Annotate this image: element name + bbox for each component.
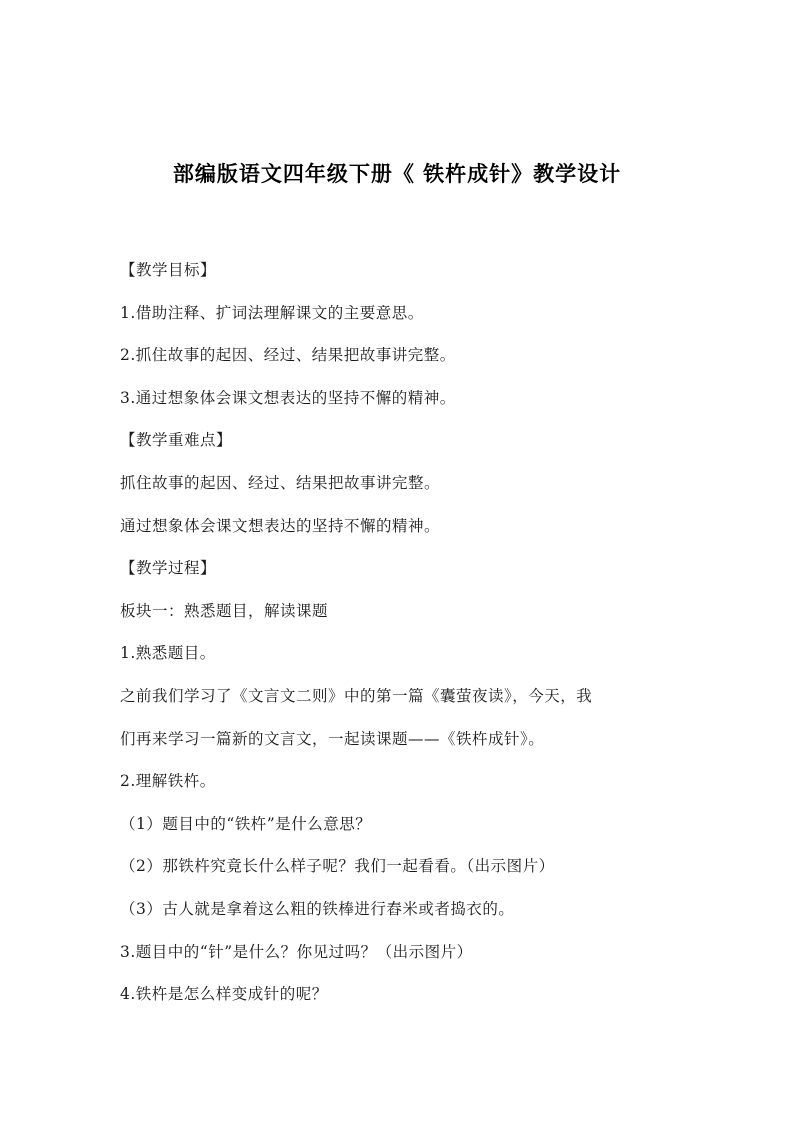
- block-one-heading: 板块一：熟悉题目，解读课题: [120, 601, 329, 620]
- section-heading-teaching-goals: 【教学目标】: [120, 261, 217, 279]
- key-point-1: 抓住故事的起因、经过、结果把故事讲完整。: [120, 473, 441, 492]
- goal-item-3: 3.通过想象体会课文想表达的坚持不懈的精神。: [120, 388, 456, 407]
- document-body: [120, 256, 690, 1023]
- step-3-heading: 3.题目中的“针”是什么？你见过吗？（出示图片）: [120, 942, 473, 961]
- section-heading-teaching-process: 【教学过程】: [120, 559, 217, 578]
- key-point-2: 通过想象体会课文想表达的坚持不懈的精神。: [120, 516, 441, 535]
- paragraph-line: 们再来学习一篇新的文言文，一起读课题——《铁杵成针》。: [120, 729, 545, 748]
- document-title: 部编版语文四年级下册《 铁杵成针》教学设计: [172, 162, 622, 186]
- goal-item-1: 1.借助注释、扩词法理解课文的主要意思。: [120, 303, 424, 322]
- step-2-heading: 2.理解铁杵。: [120, 772, 216, 791]
- sub-item-3: （3）古人就是拿着这么粗的铁棒进行舂米或者捣衣的。: [120, 899, 515, 918]
- section-heading-key-points: 【教学重难点】: [120, 431, 233, 450]
- sub-item-2: （2）那铁杵究竟长什么样子呢？我们一起看看。（出示图片）: [120, 857, 555, 876]
- goal-item-2: 2.抓住故事的起因、经过、结果把故事讲完整。: [120, 346, 456, 365]
- paragraph-line: 之前我们学习了《文言文二则》中的第一篇《囊萤夜读》，今天，我: [120, 686, 593, 705]
- sub-item-1: （1）题目中的“铁杵”是什么意思？: [120, 814, 372, 833]
- step-4-heading: 4.铁杵是怎么样变成针的呢？: [120, 985, 328, 1004]
- step-1-heading: 1.熟悉题目。: [120, 644, 216, 663]
